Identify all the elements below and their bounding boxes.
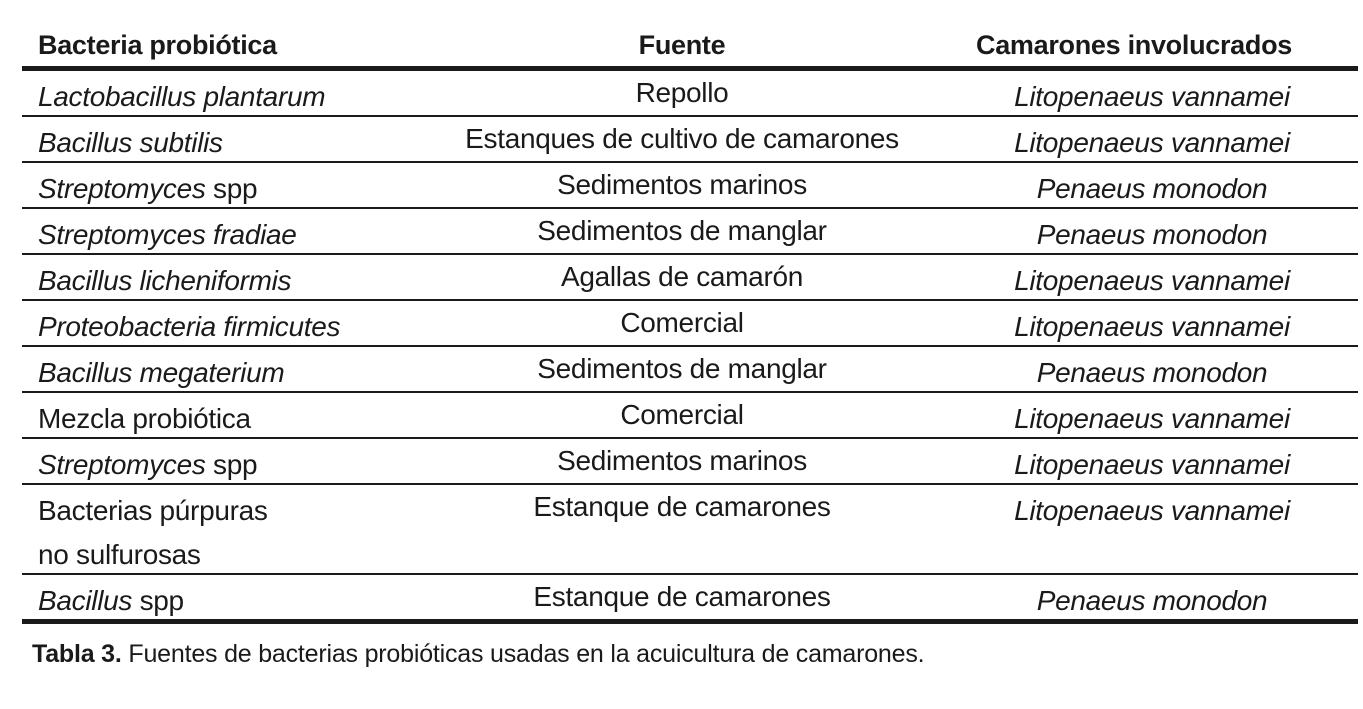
cell-fuente: Sedimentos de manglar <box>537 215 827 246</box>
cell-fuente: Agallas de camarón <box>560 261 804 292</box>
cell-camarones: Penaeus monodon <box>1036 219 1268 250</box>
caption-text: Fuentes de bacterias probióticas usadas en la acuicultura de camarones. <box>121 640 925 668</box>
cell-camarones: Litopenaeus vannamei <box>1014 127 1290 158</box>
cell-camarones: Litopenaeus vannamei <box>1014 495 1290 526</box>
cell-fuente: Estanque de camarones <box>533 581 831 612</box>
cell-camarones: Litopenaeus vannamei <box>1014 311 1290 342</box>
table-row <box>22 575 1358 619</box>
cell-bacteria <box>38 259 291 303</box>
bacteria-italic-name: Bacillus licheniformis <box>38 265 292 296</box>
bacteria-italic-name: Bacillus <box>38 585 133 616</box>
caption-label: Tabla 3. <box>32 640 122 668</box>
cell-fuente: Sedimentos marinos <box>557 169 807 200</box>
cell-camarones: Litopenaeus vannamei <box>1014 449 1290 480</box>
bacteria-plain-text: spp <box>205 449 258 480</box>
bacteria-plain-text: Mezcla probiótica <box>38 403 251 434</box>
table-row <box>22 393 1358 437</box>
cell-bacteria <box>38 121 223 165</box>
cell-bacteria <box>38 489 268 577</box>
cell-camarones: Penaeus monodon <box>1036 357 1268 388</box>
bacteria-italic-name: Proteobacteria firmicutes <box>38 311 341 342</box>
probiotic-table <box>22 22 1358 624</box>
bacteria-italic-name: Bacillus megaterium <box>38 357 285 388</box>
bacteria-plain-text: spp <box>132 585 184 616</box>
cell-bacteria <box>38 443 257 487</box>
cell-camarones: Litopenaeus vannamei <box>1014 403 1290 434</box>
cell-bacteria <box>38 579 184 623</box>
cell-bacteria <box>38 305 340 349</box>
cell-fuente: Sedimentos marinos <box>557 445 807 476</box>
bacteria-italic-name: Streptomyces <box>38 173 206 204</box>
bacteria-plain-text: Bacterias púrpuras <box>38 495 268 526</box>
table-row <box>22 485 1358 573</box>
cell-fuente: Sedimentos de manglar <box>537 353 827 384</box>
cell-camarones: Penaeus monodon <box>1036 585 1268 616</box>
cell-fuente: Estanque de camarones <box>533 491 831 522</box>
cell-fuente: Comercial <box>620 307 744 338</box>
table-caption <box>32 640 924 669</box>
table-header-row <box>22 22 1358 66</box>
bacteria-italic-name: Streptomyces <box>38 449 206 480</box>
table-row <box>22 347 1358 391</box>
cell-bacteria <box>38 75 325 119</box>
table-row <box>22 117 1358 161</box>
bacteria-italic-name: Lactobacillus plantarum <box>38 81 326 112</box>
header-camarones: Camarones involucrados <box>976 30 1293 60</box>
cell-bacteria <box>38 167 257 211</box>
cell-bacteria <box>38 397 251 441</box>
cell-camarones: Litopenaeus vannamei <box>1014 81 1290 112</box>
header-bacteria: Bacteria probiótica <box>38 30 277 60</box>
cell-bacteria <box>38 213 297 257</box>
table-body <box>22 71 1358 624</box>
cell-camarones: Penaeus monodon <box>1036 173 1268 204</box>
table-row <box>22 163 1358 207</box>
cell-camarones: Litopenaeus vannamei <box>1014 265 1290 296</box>
cell-fuente: Comercial <box>620 399 744 430</box>
bacteria-italic-name: Bacillus subtilis <box>38 127 223 158</box>
cell-fuente: Repollo <box>635 77 729 108</box>
table-row <box>22 209 1358 253</box>
table-row <box>22 439 1358 483</box>
cell-bacteria <box>38 351 284 395</box>
table-row <box>22 71 1358 115</box>
cell-fuente: Estanques de cultivo de camarones <box>465 123 899 154</box>
bacteria-plain-text: spp <box>205 173 258 204</box>
table-row <box>22 301 1358 345</box>
bacteria-italic-name: Streptomyces fradiae <box>38 219 297 250</box>
table-row <box>22 255 1358 299</box>
header-fuente: Fuente <box>638 30 726 60</box>
bacteria-line2: no sulfurosas <box>38 539 201 570</box>
